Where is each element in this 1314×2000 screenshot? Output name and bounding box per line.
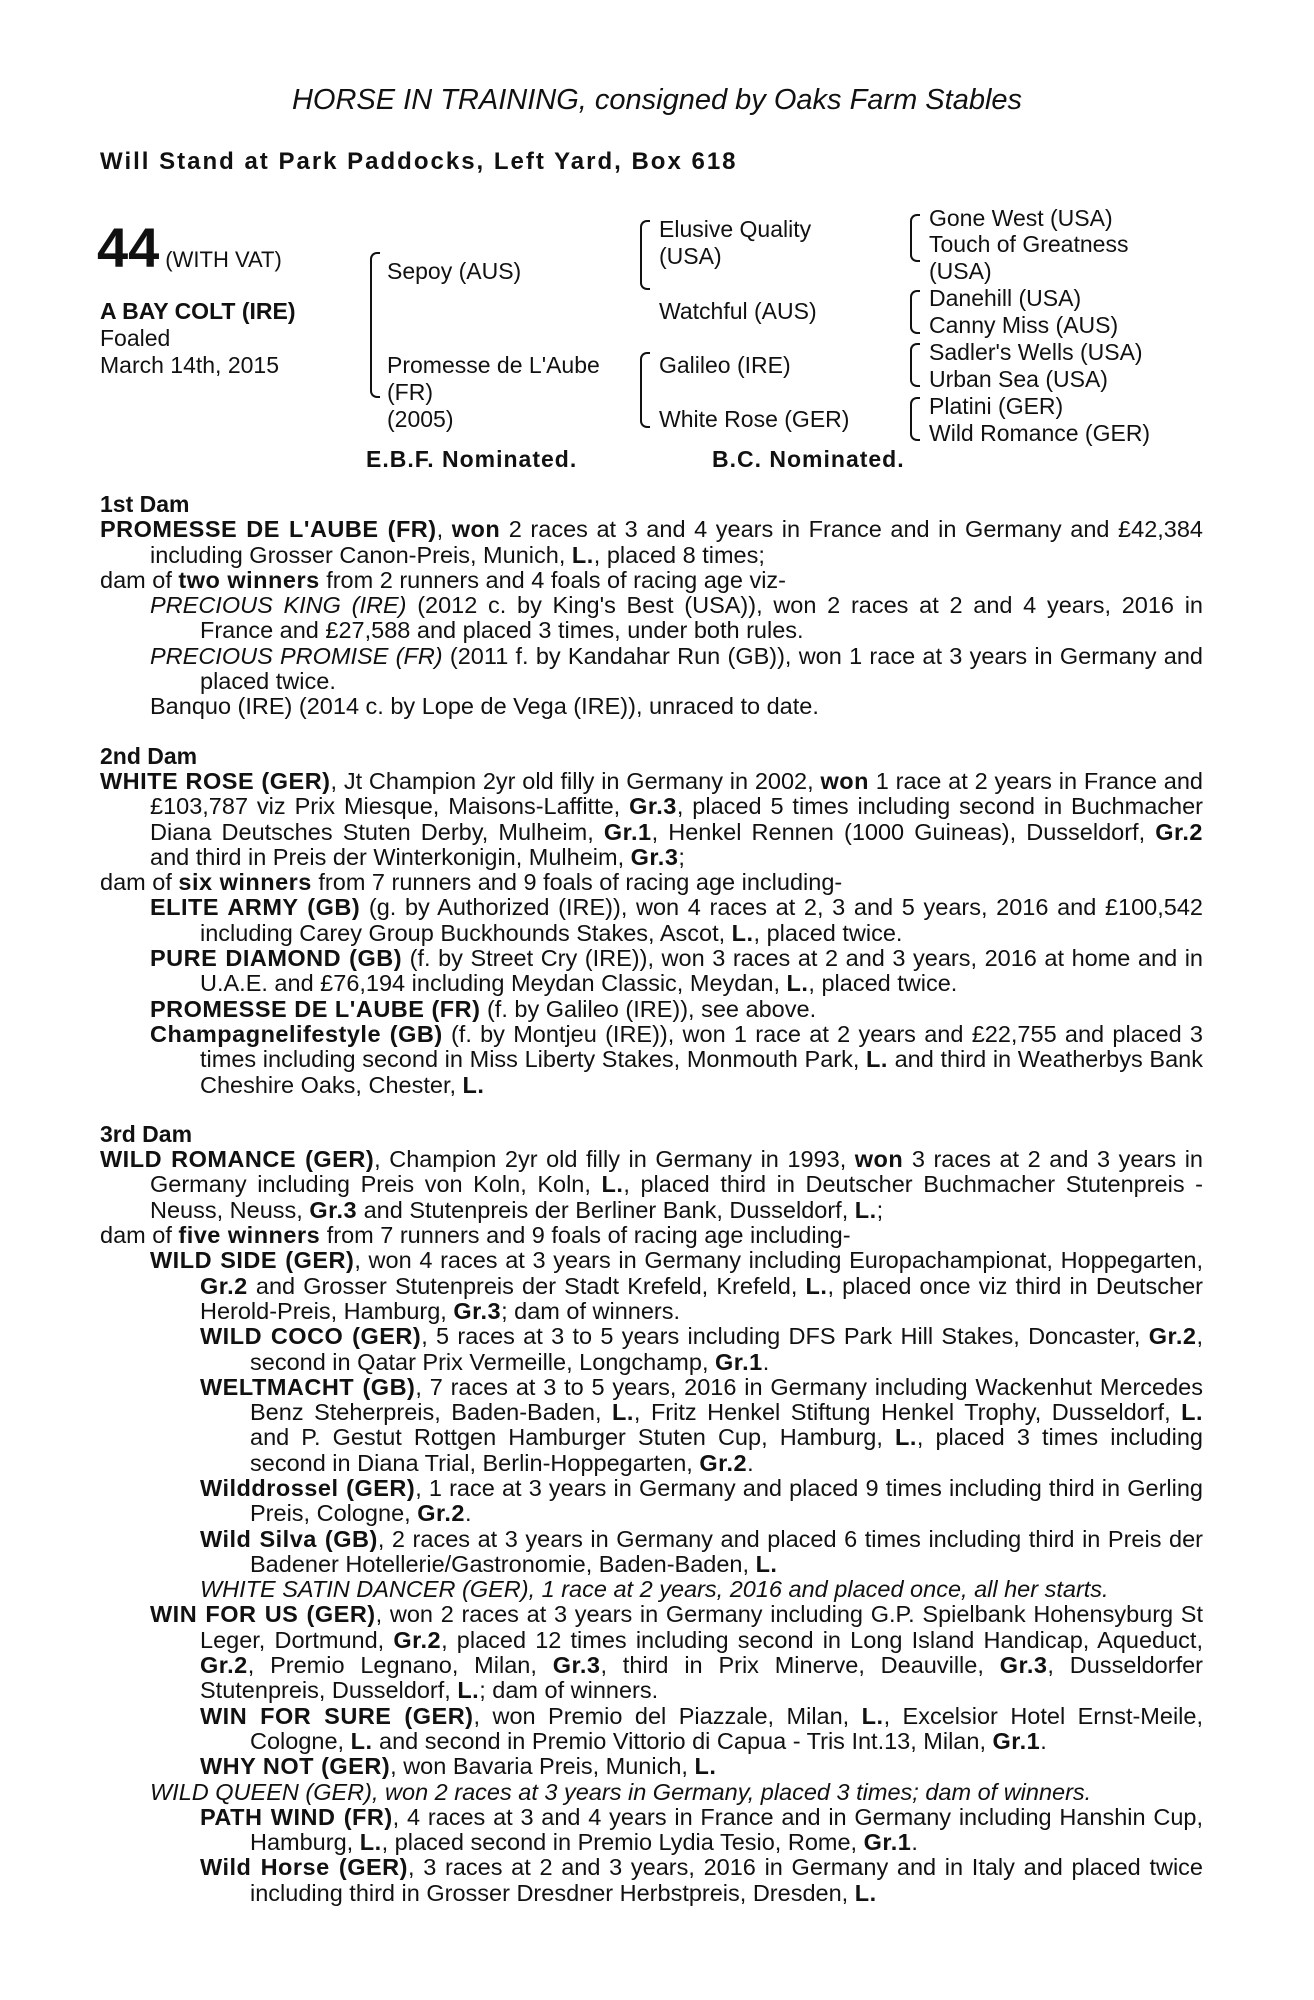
first-dam-offspring-1: PRECIOUS KING (IRE) (2012 c. by King's Best (USA)), won 2 races at 2 and 4 years, 2016 in France and £27,588 and placed 3 times, under both rules. xyxy=(150,592,1203,644)
first-dam-offspring-2: PRECIOUS PROMISE (FR) (2011 f. by Kandahar Run (GB)), won 1 race at 3 years in Germany and placed twice. xyxy=(150,642,1203,695)
pedigree-ssd-line2: (USA) xyxy=(929,258,992,284)
bc-nomination: B.C. Nominated. xyxy=(712,446,905,472)
second-dam-offspring-2: PURE DIAMOND (GB) (f. by Street Cry (IRE)), won 3 races at 2 and 3 years, 2016 at home and in U.A.E. and £76,194 including Meydan Classic, Meydan, L., placed twice. xyxy=(150,945,1203,997)
pedigree-dam-sire: Galileo (IRE) xyxy=(659,352,791,378)
pedigree-dsd: Urban Sea (USA) xyxy=(929,366,1108,392)
second-dam-record: WHITE ROSE (GER), Jt Champion 2yr old filly in Germany in 2002, won 1 race at 2 years in France and £103,787 viz Prix Miesque, Maisons-Laffitte, Gr.3, placed 5 times including second in Buchmacher Diana Deutsches Stuten Derby, Mulheim, Gr.1, Henkel Rennen (1000 Guineas), Dusseldorf, Gr.2 and third in Preis der Winterkonigin, Mulheim, Gr.3; xyxy=(100,767,1203,870)
catalogue-title: HORSE IN TRAINING, consigned by Oaks Farm Stables xyxy=(291,84,1023,116)
pedigree-bracket-main xyxy=(370,252,380,398)
offspring-win-for-us: WIN FOR US (GER), won 2 races at 3 years in Germany including G.P. Spielbank Hohensyburg St Leger, Dortmund, Gr.2, placed 12 times including second in Long Island Handicap, Aqueduct, Gr.2, Premio Legnano, Milan, Gr.3, third in Prix Minerve, Deauville, Gr.3, Dusseldorfer Stutenpreis, Dusseldorf, L.; dam of winners. xyxy=(150,1601,1204,1704)
pedigree-dds: Platini (GER) xyxy=(929,393,1064,419)
offspring-wild-coco: WILD COCO (GER), 5 races at 3 to 5 years including DFS Park Hill Stakes, Doncaster, Gr.2, second in Qatar Prix Vermeille, Longchamp, Gr.1. xyxy=(200,1323,1203,1375)
offspring-win-for-sure: WIN FOR SURE (GER), won Premio del Piazzale, Milan, L., Excelsior Hotel Ernst-Meile, Cologne, L. and second in Premio Vittorio di Capua - Tris Int.13, Milan, Gr.1. xyxy=(200,1702,1203,1754)
pedigree-sire-dam: Watchful (AUS) xyxy=(659,298,817,324)
third-dam-name: WILD ROMANCE (GER) xyxy=(100,1146,375,1173)
second-dam-produce-summary: dam of six winners from 7 runners and 9 foals of racing age including- xyxy=(100,869,843,896)
pedigree-bracket-sd xyxy=(910,290,920,334)
foaled-date: March 14th, 2015 xyxy=(100,352,280,378)
first-dam-name: PROMESSE DE L'AUBE (FR) xyxy=(100,516,437,543)
second-dam-heading: 2nd Dam xyxy=(100,742,198,769)
produce-record xyxy=(100,492,1203,1906)
offspring-wild-horse: Wild Horse (GER), 3 races at 2 and 3 years, 2016 in Germany and in Italy and placed twice including third in Grosser Dresdner Herbstpreis, Dresden, L. xyxy=(200,1854,1203,1906)
pedigree-dam-line2: (FR) xyxy=(387,379,433,405)
third-dam-produce-summary: dam of five winners from 7 runners and 9 foals of racing age including- xyxy=(100,1222,851,1249)
offspring-path-wind: PATH WIND (FR), 4 races at 3 and 4 years in France and in Germany including Hanshin Cup, Hamburg, L., placed second in Premio Lydia Tesio, Rome, Gr.1. xyxy=(200,1803,1203,1856)
pedigree-bracket-ss xyxy=(910,214,920,262)
stand-location: Will Stand at Park Paddocks, Left Yard, Box 618 xyxy=(100,148,738,175)
offspring-wild-side: WILD SIDE (GER), won 4 races at 3 years in Germany including Europachampionat, Hoppegarten, Gr.2 and Grosser Stutenpreis der Stadt Krefeld, Krefeld, L., placed once viz third in Deutscher Herold-Preis, Hamburg, Gr.3; dam of winners. xyxy=(150,1247,1204,1324)
pedigree-sds: Danehill (USA) xyxy=(929,285,1082,311)
pedigree-dss: Sadler's Wells (USA) xyxy=(929,339,1143,365)
offspring-why-not: WHY NOT (GER), won Bavaria Preis, Munich, L. xyxy=(200,1753,717,1780)
vat-note: (WITH VAT) xyxy=(165,247,282,272)
first-dam-produce-summary: dam of two winners from 2 runners and 4 foals of racing age viz- xyxy=(100,566,786,593)
foaled-label: Foaled xyxy=(100,325,171,351)
third-dam-record: WILD ROMANCE (GER), Champion 2yr old filly in Germany in 1993, won 3 races at 2 and 3 years in Germany including Preis von Koln, Koln, L., placed third in Deutscher Buchmacher Stutenpreis - Neuss, Neuss, Gr.3 and Stutenpreis der Berliner Bank, Dusseldorf, L.; xyxy=(100,1146,1203,1223)
second-dam-offspring-3: PROMESSE DE L'AUBE (FR) (f. by Galileo (IRE)), see above. xyxy=(150,995,817,1022)
offspring-white-satin-dancer: WHITE SATIN DANCER (GER), 1 race at 2 years, 2016 and placed once, all her starts. xyxy=(200,1576,1109,1603)
ebf-nomination: E.B.F. Nominated. xyxy=(366,446,578,472)
offspring-wild-silva: Wild Silva (GB), 2 races at 3 years in Germany and placed 6 times including third in Preis der Badener Hotellerie/Gastronomie, Baden-Baden, L. xyxy=(200,1525,1204,1577)
pedigree-ddd: Wild Romance (GER) xyxy=(929,420,1151,446)
pedigree-dam-line1: Promesse de L'Aube xyxy=(387,352,600,378)
pedigree-bracket-ds xyxy=(910,343,920,387)
pedigree-sdd: Canny Miss (AUS) xyxy=(929,312,1119,338)
first-dam-heading: 1st Dam xyxy=(100,491,190,517)
pedigree-bracket-sire xyxy=(640,220,650,290)
first-dam-offspring-3: Banquo (IRE) (2014 c. by Lope de Vega (IRE)), unraced to date. xyxy=(150,693,819,720)
horse-name: A BAY COLT (IRE) xyxy=(100,298,296,324)
offspring-weltmacht: WELTMACHT (GB), 7 races at 3 to 5 years, 2016 in Germany including Wackenhut Mercedes Benz Steherpreis, Baden-Baden, L., Fritz Henkel Stiftung Henkel Trophy, Dusseldorf, L. and P. Gestut Rottgen Hamburger Stuten Cup, Hamburg, L., placed 3 times including second in Diana Trial, Berlin-Hoppegarten, Gr.2. xyxy=(200,1373,1204,1476)
pedigree-sss: Gone West (USA) xyxy=(929,205,1113,231)
pedigree-sire-sire-line2: (USA) xyxy=(659,243,722,269)
pedigree-dam-line3: (2005) xyxy=(387,406,454,432)
offspring-wild-queen: WILD QUEEN (GER), won 2 races at 3 years in Germany, placed 3 times; dam of winners. xyxy=(150,1778,1092,1805)
first-dam-record: PROMESSE DE L'AUBE (FR), won 2 races at 3 and 4 years in France and in Germany and £42,384 including Grosser Canon-Preis, Munich, L., placed 8 times; xyxy=(100,516,1203,568)
third-dam-heading: 3rd Dam xyxy=(100,1120,193,1147)
second-dam-name: WHITE ROSE (GER) xyxy=(100,767,331,794)
second-dam-offspring-4: Champagnelifestyle (GB) (f. by Montjeu (IRE)), won 1 race at 2 years and £22,755 and placed 3 times including second in Miss Liberty Stakes, Monmouth Park, L. and third in Weatherbys Bank Cheshire Oaks, Chester, L. xyxy=(150,1020,1203,1098)
pedigree-sire-sire-line1: Elusive Quality xyxy=(659,216,812,242)
pedigree-ssd-line1: Touch of Greatness xyxy=(929,231,1129,257)
second-dam-offspring-1: ELITE ARMY (GB) (g. by Authorized (IRE)), won 4 races at 2, 3 and 5 years, 2016 and £100,542 including Carey Group Buckhounds Stakes, Ascot, L., placed twice. xyxy=(150,894,1203,946)
offspring-wilddrossel: Wilddrossel (GER), 1 race at 3 years in Germany and placed 9 times including third in Gerling Preis, Cologne, Gr.2. xyxy=(200,1474,1203,1527)
pedigree-bracket-dd xyxy=(910,397,920,441)
pedigree-bracket-dam xyxy=(640,352,650,428)
pedigree-sire: Sepoy (AUS) xyxy=(387,258,522,284)
lot-number-block xyxy=(97,218,282,290)
lot-number: 44 xyxy=(97,216,160,279)
pedigree-dam-dam: White Rose (GER) xyxy=(659,406,850,432)
